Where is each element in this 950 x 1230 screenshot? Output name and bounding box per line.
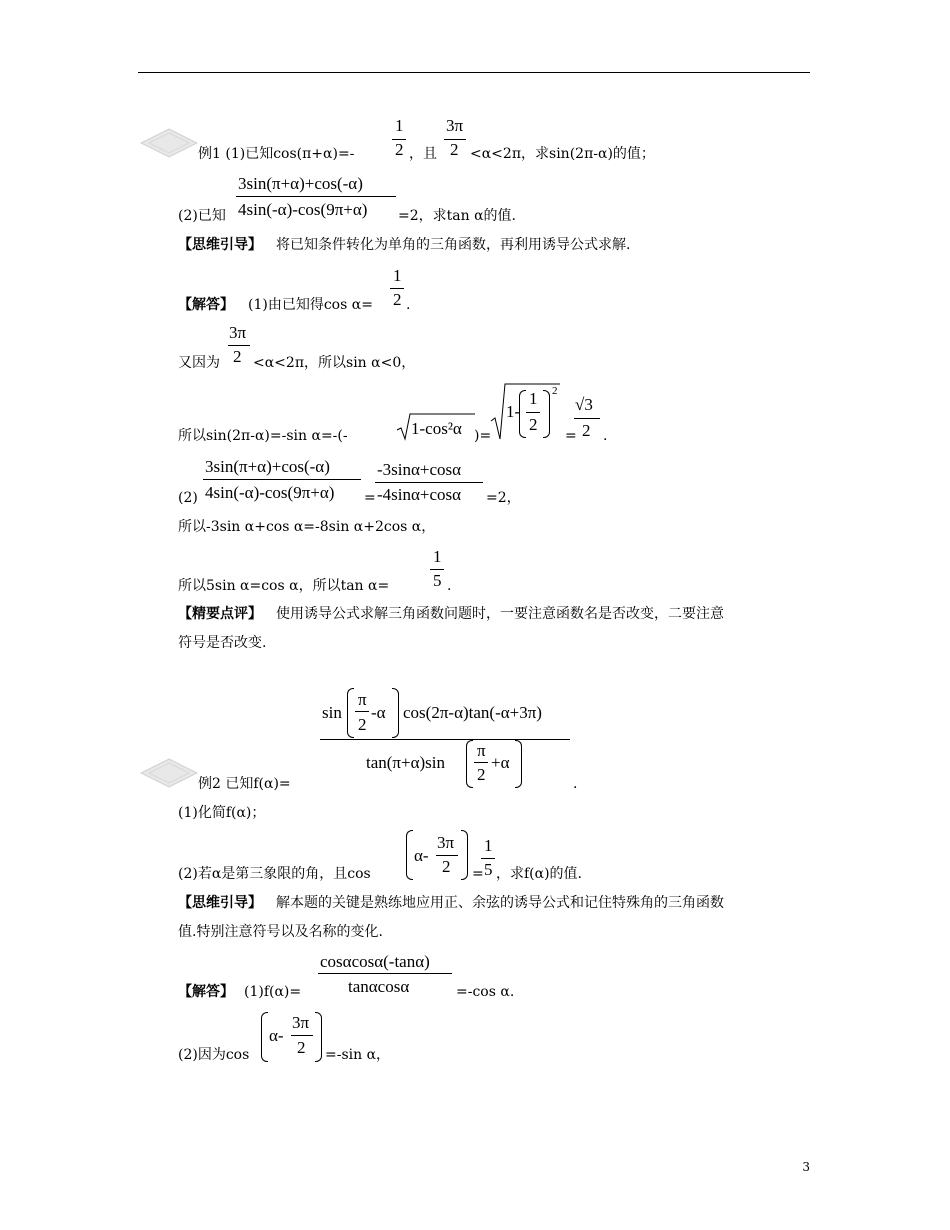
ex1-frac-num: 3sin(π+α)+cos(-α) (238, 174, 363, 193)
ex1-half-num: 1 (395, 116, 404, 135)
frac-bar (203, 479, 361, 480)
paren-left (519, 390, 526, 438)
paren-right (461, 830, 468, 880)
header-rule (138, 72, 810, 73)
ex1-comment-label: 【精要点评】 (178, 606, 262, 622)
frac-bar (291, 1035, 313, 1036)
diamond-icon (140, 758, 198, 788)
ex2-ans1-num: cosαcosα(-tanα) (320, 952, 430, 971)
ex1-line2-post: =2，求tan α的值. (398, 208, 516, 224)
ex2-q2-rden: 5 (484, 860, 493, 879)
ex1-comment2: 符号是否改变. (178, 635, 267, 651)
ex1-root3: √3 (575, 395, 593, 414)
ex1-ans-label: 【解答】 (178, 297, 234, 313)
ex2-line1: 例2 已知f(α)= (198, 776, 291, 792)
ex1-ans5: 所以-3sin α+cos α=-8sin α+2cos α， (178, 519, 436, 535)
ex2-ans-label: 【解答】 (178, 984, 234, 1000)
period: . (573, 776, 578, 792)
ex2-den-pi: π (477, 741, 486, 760)
ex1-ans2-post: <α<2π，所以sin α<0， (253, 355, 416, 371)
ex1-ans6-den: 5 (433, 571, 442, 590)
ex2-ans2-den: 2 (297, 1038, 306, 1057)
frac-bar (228, 345, 250, 346)
ex1-ans6-num: 1 (433, 547, 442, 566)
ex1-line1: 例1 (1)已知cos(π+α)=- (198, 146, 355, 162)
frac-bar (236, 196, 396, 197)
ex2-num-two: 2 (358, 715, 367, 734)
ex1-sqrt2-num: 1 (529, 389, 538, 408)
frac-bar (526, 412, 540, 413)
ex1-ans1-num: 1 (393, 266, 402, 285)
ex1-threepi: 3π (446, 116, 464, 135)
ex1-sqrt2-pre: 1- (506, 402, 521, 421)
ex1-root3-den: 2 (582, 421, 591, 440)
ex1-ans4-post: =2， (486, 490, 521, 506)
ex2-ans1-pre: (1)f(α)= (244, 984, 302, 1000)
ex2-q2-pre: (2)若α是第三象限的角，且cos (178, 866, 371, 882)
ex1-comment1: 使用诱导公式求解三角函数问题时，一要注意函数名是否改变，二要注意 (276, 606, 724, 622)
ex1-sqrt-body: 1-cos²α (411, 419, 462, 438)
frac-bar (375, 482, 483, 483)
equals: = (364, 490, 376, 506)
page-number: 3 (802, 1160, 810, 1174)
period: . (603, 428, 608, 444)
ex2-ans2-alpha: α- (269, 1026, 284, 1045)
ex2-ans1-post: =-cos α. (456, 984, 515, 1000)
ex2-ans2-post: =-sin α， (325, 1047, 391, 1063)
equals: = (472, 866, 484, 882)
ex2-q2-alpha: α- (414, 846, 429, 865)
ex2-q2-num: 3π (437, 833, 455, 852)
ex1-hint: 将已知条件转化为单角的三角函数，再利用诱导公式求解. (276, 237, 631, 253)
frac-bar (430, 569, 444, 570)
paren-left (466, 740, 473, 788)
ex2-num-a: -α (371, 703, 386, 722)
ex2-q1: (1)化简f(α)； (178, 805, 266, 821)
paren-left (347, 688, 354, 738)
paren-right (392, 688, 399, 738)
ex2-ans2-pre: (2)因为cos (178, 1047, 250, 1063)
ex2-num-sin: sin (322, 703, 342, 722)
ex1-frac-den: 4sin(-α)-cos(9π+α) (238, 200, 368, 219)
frac-bar (574, 418, 600, 419)
frac-bar (318, 973, 452, 974)
ex1-ans2-num: 3π (229, 323, 247, 342)
frac-bar (474, 762, 488, 763)
ex1-ans3-pre: 所以sin(2π-α)=-sin α=-(- (178, 428, 348, 444)
equals: = (565, 428, 577, 444)
ex2-ans1-den: tanαcosα (348, 977, 410, 996)
ex1-two: 2 (450, 140, 459, 159)
ex1-ans4-pre: (2) (178, 490, 198, 506)
ex1-ans4-den2: -4sinα+cosα (377, 485, 462, 504)
ex1-ans2-den: 2 (233, 347, 242, 366)
ex1-ans4-den1: 4sin(-α)-cos(9π+α) (205, 483, 335, 502)
ex1-ans2-pre: 又因为 (178, 355, 220, 371)
ex2-hint-label: 【思维引导】 (178, 895, 262, 911)
ex2-num-rest: cos(2π-α)tan(-α+3π) (403, 703, 542, 722)
ex2-q2-den: 2 (442, 857, 451, 876)
frac-bar (320, 739, 570, 740)
frac-bar (355, 711, 369, 712)
ex2-den-two: 2 (477, 765, 486, 784)
ex1-ans4-num1: 3sin(π+α)+cos(-α) (205, 457, 330, 476)
ex1-hint-label: 【思维引导】 (178, 237, 262, 253)
ex2-hint1: 解本题的关键是熟练地应用正、余弦的诱导公式和记住特殊角的三角函数 (276, 895, 724, 911)
ex1-sqrt2-den: 2 (529, 415, 538, 434)
ex2-num-pi: π (358, 690, 367, 709)
ex1-ans4-num2: -3sinα+cosα (377, 460, 462, 479)
paren-left (406, 830, 413, 880)
ex1-sqrt2-pow: 2 (552, 385, 558, 397)
period: . (447, 578, 452, 594)
diamond-icon (140, 128, 198, 158)
ex2-hint2: 值.特别注意符号以及名称的变化. (178, 924, 383, 940)
ex2-den-a: +α (491, 753, 510, 772)
ex1-ans3-mid: )= (474, 428, 492, 444)
paren-left (261, 1012, 268, 1062)
ex2-ans2-num: 3π (292, 1013, 310, 1032)
ex2-den-pre: tan(π+α)sin (366, 753, 446, 772)
period: . (406, 297, 411, 313)
ex1-half-den: 2 (395, 140, 404, 159)
ex1-range: <α<2π，求sin(2π-α)的值； (470, 146, 655, 162)
ex1-ans6: 所以5sin α=cos α，所以tan α= (178, 578, 390, 594)
ex1-ans1: (1)由已知得cos α= (248, 297, 373, 313)
ex1-qie: ，且 (409, 146, 437, 162)
frac-bar (481, 858, 495, 859)
ex2-q2-post: ，求f(α)的值. (496, 866, 583, 882)
paren-right (515, 740, 522, 788)
frac-bar (436, 855, 458, 856)
frac-bar (390, 288, 404, 289)
ex1-ans1-den: 2 (393, 290, 402, 309)
ex2-q2-rnum: 1 (484, 836, 493, 855)
paren-right (543, 390, 550, 438)
ex1-line2-pre: (2)已知 (178, 208, 226, 224)
paren-right (315, 1012, 322, 1062)
